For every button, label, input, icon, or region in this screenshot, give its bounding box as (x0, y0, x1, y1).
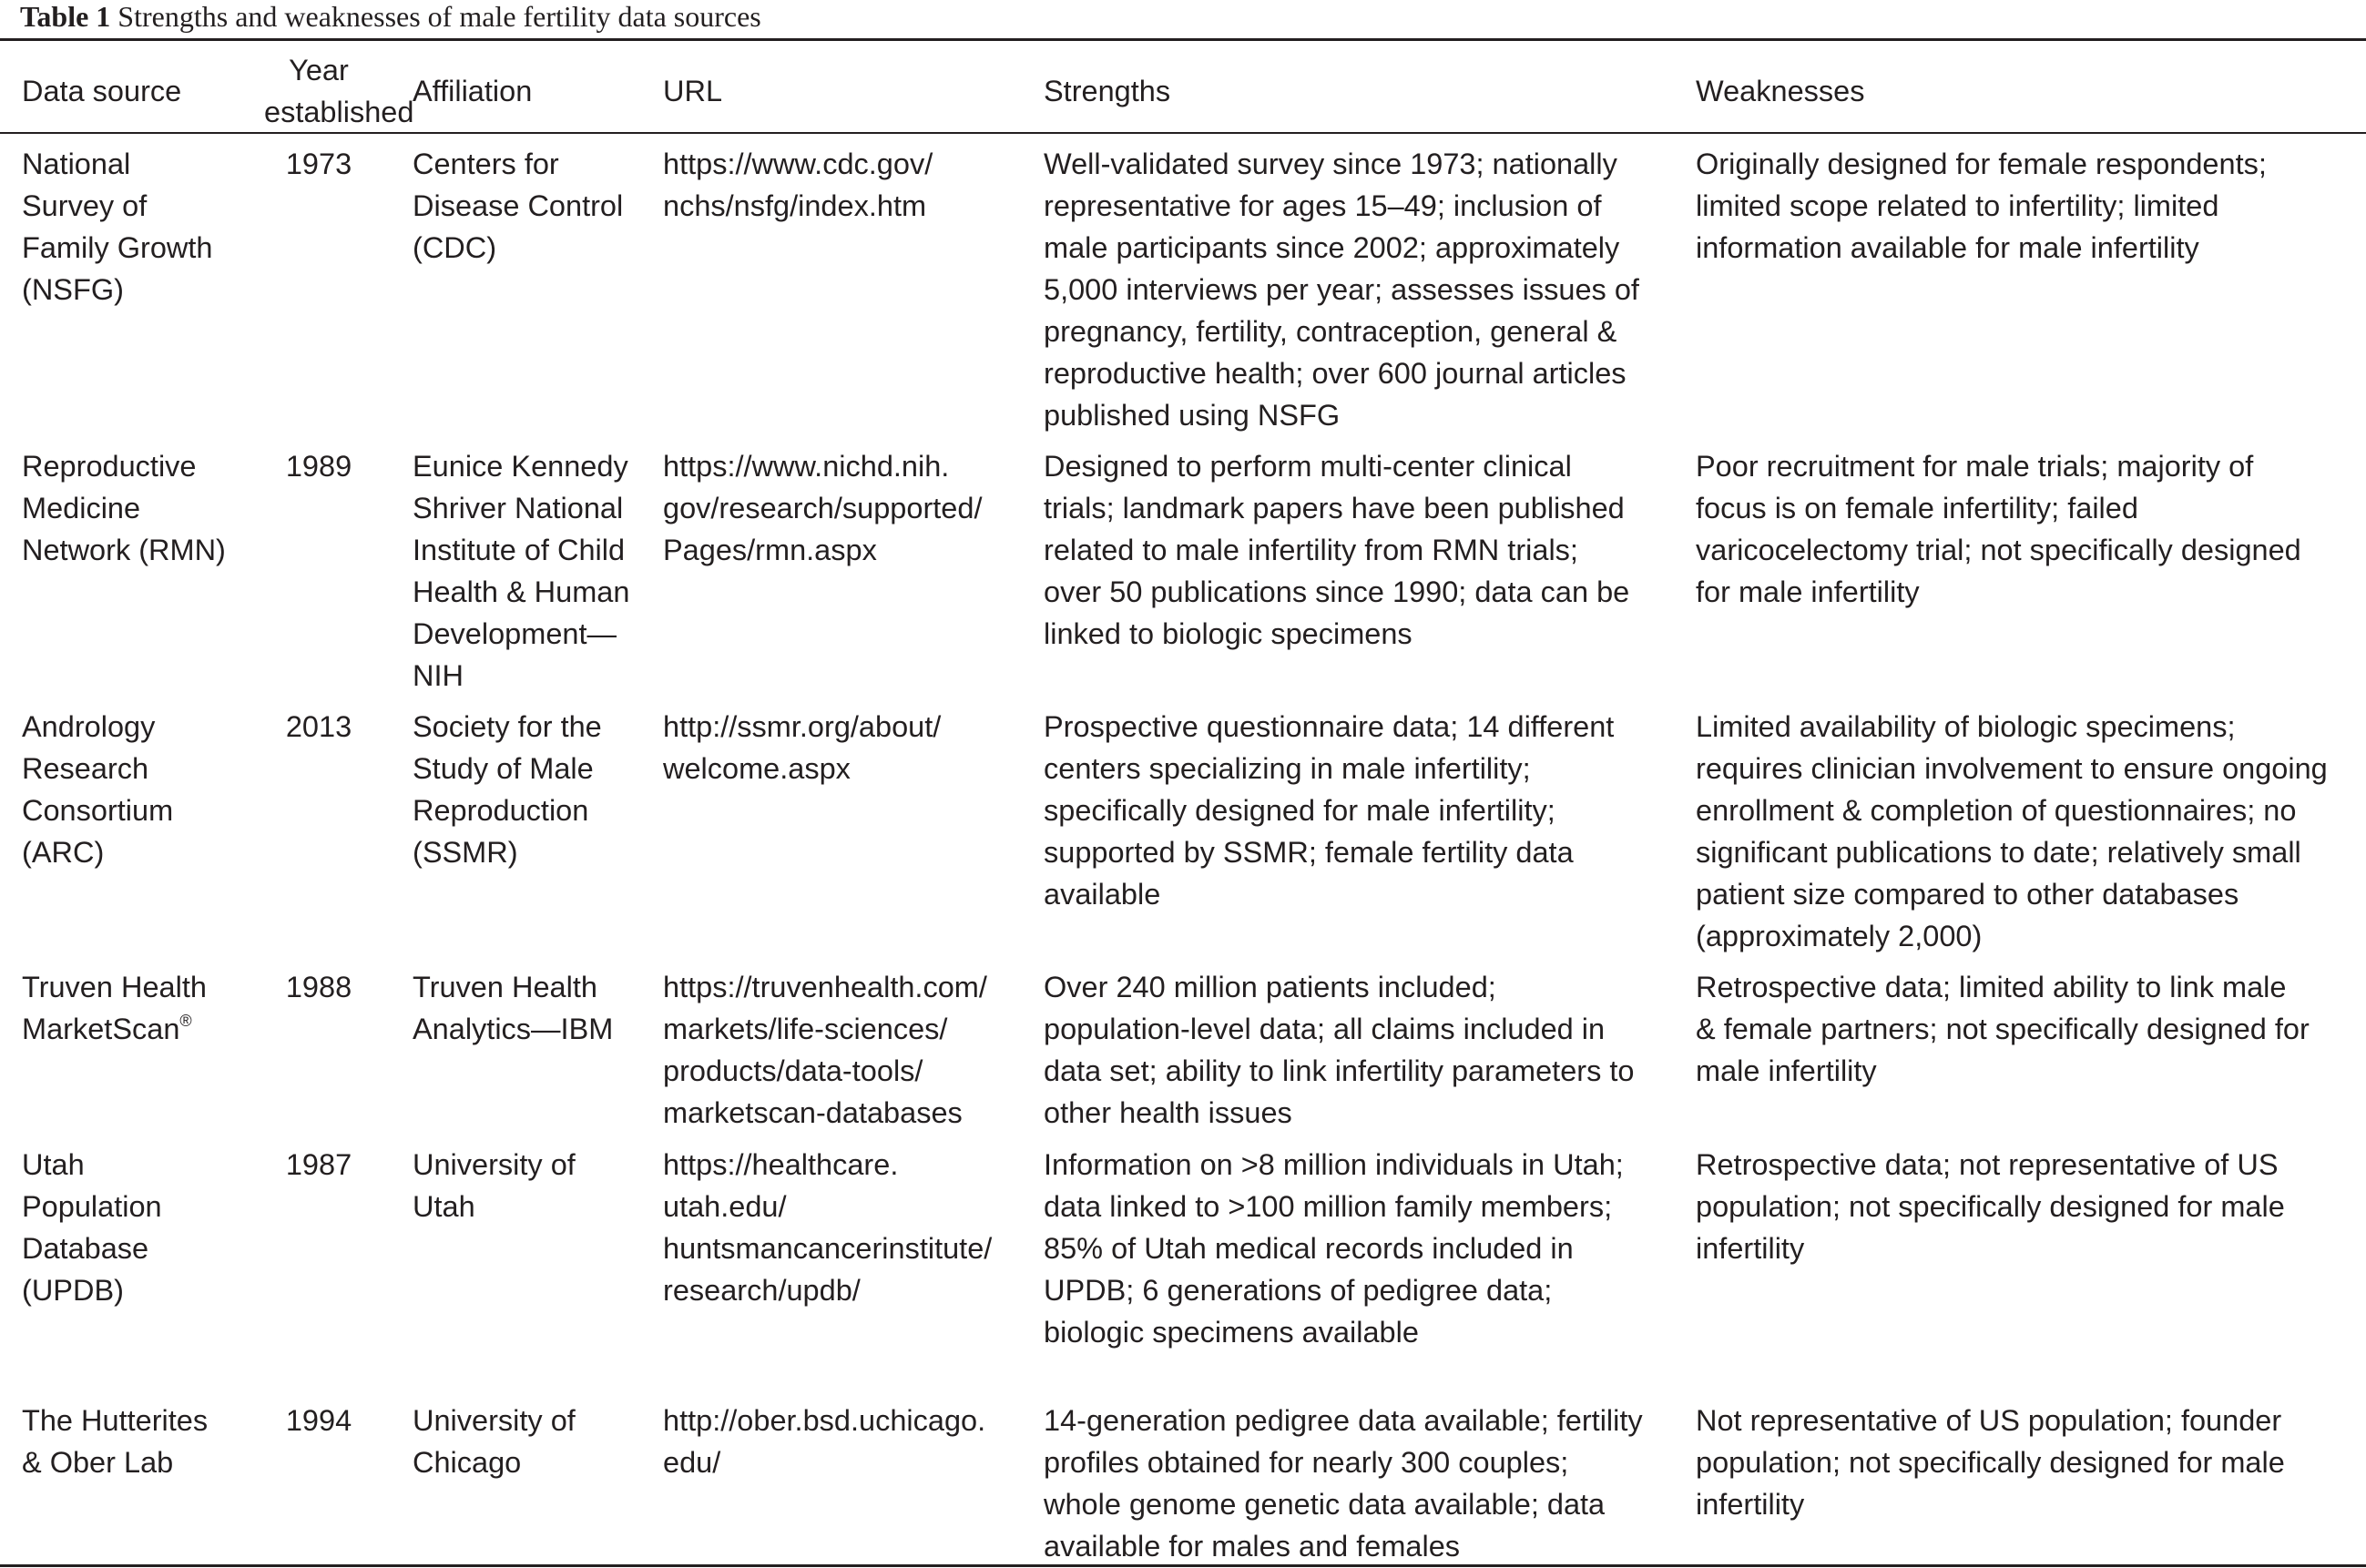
cell-weaknesses: Retrospective data; limited ability to link male & female partners; not specifically designed for male infertility (1696, 971, 2310, 1087)
cell-affiliation: University of Chicago (413, 1404, 576, 1479)
cell-url-link[interactable]: https://www.nichd.nih. gov/research/supported/ Pages/rmn.aspx (663, 450, 983, 566)
cell-strengths: Designed to perform multi-center clinical trials; landmark papers have been published related to male infertility from RMN trials; over 50 publications since 1990; data can be linked to biologic specimens (1044, 450, 1630, 650)
cell-affiliation: University of Utah (413, 1148, 576, 1223)
cell-strengths: 14-generation pedigree data available; fertility profiles obtained for nearly 300 couples; whole genome genetic data available; data available for males and females (1044, 1404, 1643, 1563)
cell-weaknesses: Retrospective data; not representative of US population; not specifically designed for male infertility (1696, 1148, 2285, 1265)
cell-data-source-text: Truven Health MarketScan (22, 971, 207, 1045)
cell-year: 1989 (285, 450, 352, 483)
cell-data-source: Reproductive Medicine Network (RMN) (22, 450, 226, 566)
cell-url-link[interactable]: https://healthcare. utah.edu/ huntsmancancerinstitute/ research/updb/ (663, 1148, 993, 1307)
cell-affiliation: Centers for Disease Control (CDC) (413, 148, 624, 264)
cell-data-source: National Survey of Family Growth (NSFG) (22, 148, 213, 306)
cell-data-source: Andrology Research Consortium (ARC) (22, 710, 174, 869)
table-bottom-rule (0, 1564, 2366, 1567)
table-caption-text: Strengths and weaknesses of male fertility data sources (117, 0, 761, 33)
table-caption (20, 0, 761, 33)
cell-weaknesses: Originally designed for female respondents; limited scope related to infertility; limited information available for male infertility (1696, 148, 2267, 264)
cell-weaknesses: Limited availability of biologic specimens; requires clinician involvement to ensure ongoing enrollment & completion of questionnaires; no significant publications to date; relatively small patient size compared to other databases (approximately 2,000) (1696, 710, 2328, 952)
cell-affiliation: Society for the Study of Male Reproduction (SSMR) (413, 710, 602, 869)
cell-affiliation: Truven Health Analytics—IBM (413, 971, 614, 1045)
cell-strengths: Over 240 million patients included; population-level data; all claims included in data set; ability to link infertility parameters to other health issues (1044, 971, 1635, 1129)
header-year-established: Year established (264, 54, 414, 128)
cell-weaknesses: Poor recruitment for male trials; majority of focus is on female infertility; failed varicocelectomy trial; not specifically designed for male infertility (1696, 450, 2301, 608)
header-data-source: Data source (22, 75, 182, 107)
table-top-rule (0, 38, 2366, 41)
cell-url-link[interactable]: https://www.cdc.gov/ nchs/nsfg/index.htm (663, 148, 933, 222)
cell-affiliation: Eunice Kennedy Shriver National Institute of Child Health & Human Development— NIH (413, 450, 630, 692)
registered-mark: ® (179, 1012, 192, 1030)
cell-url-link[interactable]: http://ssmr.org/about/ welcome.aspx (663, 710, 942, 785)
cell-strengths: Prospective questionnaire data; 14 different centers specializing in male infertility; specifically designed for male infertility; supported by SSMR; female fertility data available (1044, 710, 1615, 911)
cell-year: 1994 (285, 1404, 352, 1437)
cell-data-source: Utah Population Database (UPDB) (22, 1148, 162, 1307)
cell-year: 1988 (285, 971, 352, 1003)
cell-year: 1973 (285, 148, 352, 180)
cell-year: 1987 (285, 1148, 352, 1181)
table-header-rule (0, 132, 2366, 134)
cell-weaknesses: Not representative of US population; founder population; not specifically designed for male infertility (1696, 1404, 2285, 1521)
cell-data-source: The Hutterites & Ober Lab (22, 1404, 209, 1479)
cell-strengths: Information on >8 million individuals in Utah; data linked to >100 million family members; 85% of Utah medical records included in UPDB; 6 generations of pedigree data; biologic specimens available (1044, 1148, 1624, 1349)
header-affiliation: Affiliation (413, 75, 533, 107)
header-strengths: Strengths (1044, 75, 1171, 107)
cell-url-link[interactable]: http://ober.bsd.uchicago. edu/ (663, 1404, 986, 1479)
cell-url-link[interactable]: https://truvenhealth.com/ markets/life-sciences/ products/data-tools/ marketscan-databases (663, 971, 987, 1129)
cell-strengths: Well-validated survey since 1973; nationally representative for ages 15–49; inclusion of male participants since 2002; approximately 5,000 interviews per year; assesses issues of pregnancy, fertility, contraception, general & reproductive health; over 600 journal articles published using NSFG (1044, 148, 1639, 432)
header-weaknesses: Weaknesses (1696, 75, 1865, 107)
cell-data-source (22, 966, 268, 1050)
table-caption-label: Table 1 (20, 0, 111, 33)
cell-year: 2013 (285, 710, 352, 743)
header-url: URL (663, 75, 723, 107)
